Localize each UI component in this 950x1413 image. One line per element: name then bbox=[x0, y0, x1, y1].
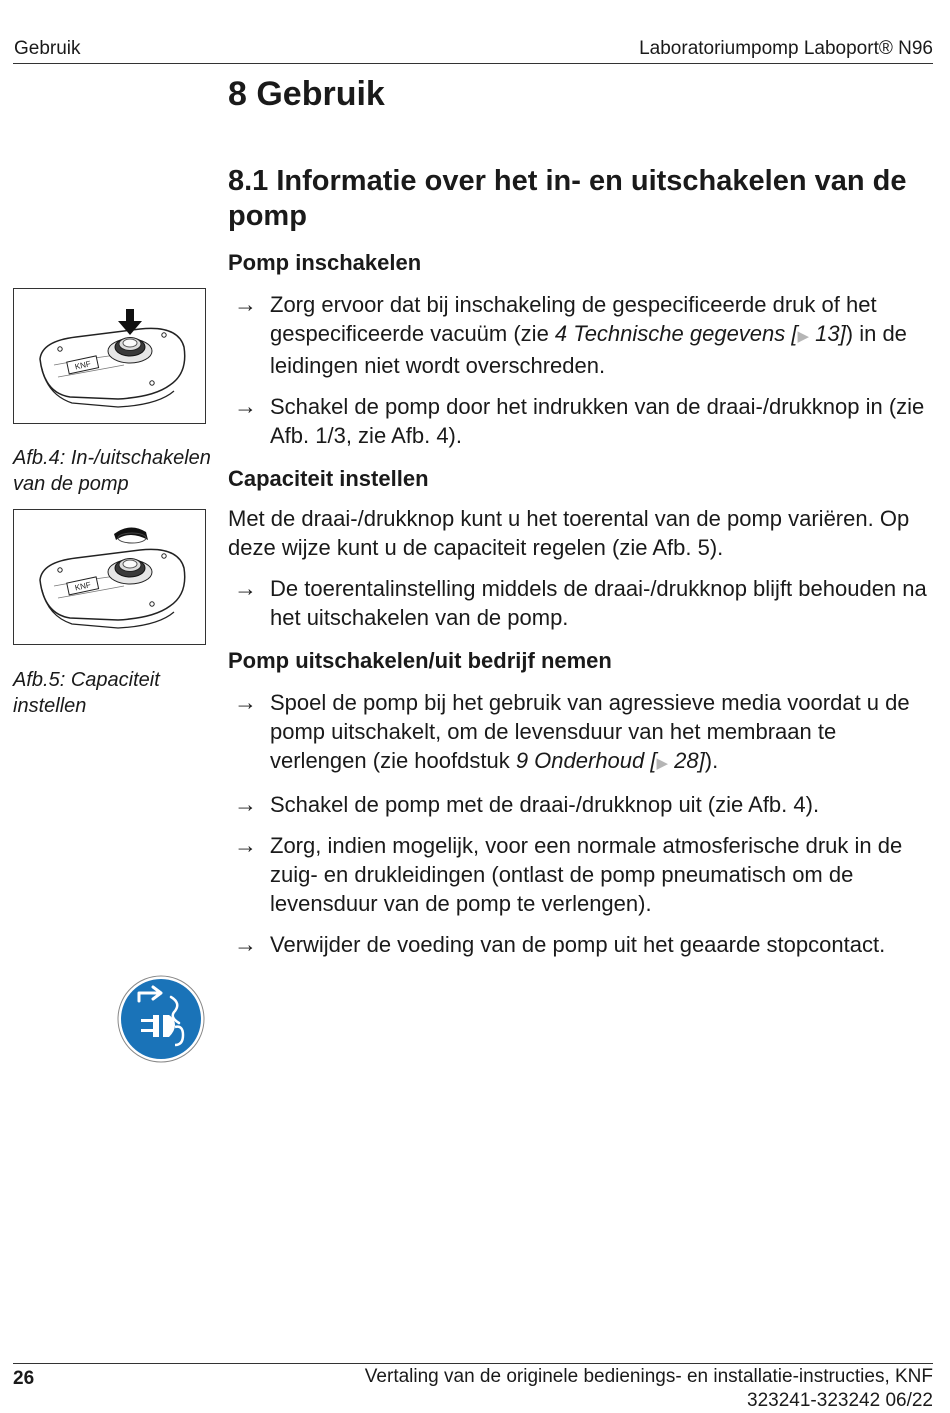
step-capacity-1: → De toerentalinstelling middels de draai-/drukknop blijft behouden na het uitschakelen van de pomp. bbox=[234, 575, 927, 630]
heading-pump-off: Pomp uitschakelen/uit bedrijf nemen bbox=[228, 648, 612, 673]
disconnect-mains-plug-icon bbox=[117, 975, 205, 1063]
arrow-right-icon: → bbox=[234, 791, 257, 817]
arrow-right-icon: → bbox=[234, 393, 257, 419]
arrow-right-icon: → bbox=[234, 689, 257, 715]
capacity-paragraph: Met de draai-/drukknop kunt u het toerental van de pomp variëren. Op deze wijze kunt u de capaciteit regelen (zie Afb. 5). bbox=[228, 506, 910, 560]
arrow-right-icon: → bbox=[234, 291, 257, 317]
heading-pump-on: Pomp inschakelen bbox=[228, 250, 422, 275]
cross-reference-link[interactable]: 9 Onderhoud [▶ 28] bbox=[515, 748, 705, 773]
chapter-title: 8 Gebruik bbox=[228, 75, 385, 113]
device-logo-label: KNF bbox=[74, 359, 92, 372]
step-pump-off-3: → Zorg, indien mogelijk, voor een normale atmosferische druk in de zuig- en drukleidingen (ontlast de pomp pneumatisch om de levensduur van de pomp te verlengen). bbox=[234, 832, 903, 916]
arrow-right-icon: → bbox=[234, 931, 257, 957]
step-pump-off-1: → Spoel de pomp bij het gebruik van agressieve media voordat u de pomp uitschakelt, om de levensduur van het membraan te verlengen (zie hoofdstuk 9 Onderhoud [▶ 28]). bbox=[234, 689, 910, 773]
footer-divider bbox=[13, 1363, 933, 1364]
figure-switch-on-off bbox=[13, 288, 206, 424]
step-pump-on-1: → Zorg ervoor dat bij inschakeling de gespecificeerde druk of het gespecificeerde vacuüm (zie 4 Technische gegevens [▶ 13]) in de leidingen niet wordt overschreden. bbox=[234, 291, 907, 378]
running-header-section: Gebruik bbox=[14, 38, 81, 59]
footer-line-2: 323241-323242 06/22 bbox=[747, 1390, 933, 1411]
main-content bbox=[228, 72, 928, 959]
arrow-right-icon: → bbox=[234, 832, 257, 858]
running-header-product: Laboratoriumpomp Laboport® N96 bbox=[639, 38, 933, 59]
figure-5-caption: Afb.5: Capaciteit instellen bbox=[13, 669, 160, 717]
page-number: 26 bbox=[13, 1368, 35, 1389]
cross-reference-link[interactable]: 4 Technische gegevens [▶ 13] bbox=[554, 321, 846, 346]
device-logo-label: KNF bbox=[74, 580, 92, 593]
arrow-right-icon: → bbox=[234, 575, 257, 601]
section-title: 8.1 Informatie over het in- en uitschakelen van de pomp bbox=[228, 165, 907, 232]
step-pump-on-2: → Schakel de pomp door het indrukken van de draai-/drukknop in (zie Afb. 1/3, zie Afb. 4). bbox=[234, 393, 925, 448]
page-ref-icon: ▶ bbox=[656, 755, 669, 772]
footer-line-1: Vertaling van de originele bedienings- en installatie-instructies, KNF bbox=[364, 1366, 933, 1387]
step-pump-off-4: → Verwijder de voeding van de pomp uit het geaarde stopcontact. bbox=[234, 931, 886, 957]
heading-capacity: Capaciteit instellen bbox=[228, 466, 429, 491]
header-divider bbox=[13, 63, 933, 64]
page-ref-icon: ▶ bbox=[797, 328, 810, 345]
figure-4-caption: Afb.4: In-/uitschakelen van de pomp bbox=[13, 447, 211, 495]
figure-capacity-setting bbox=[13, 509, 206, 645]
step-pump-off-2: → Schakel de pomp met de draai-/drukknop uit (zie Afb. 4). bbox=[234, 791, 820, 817]
